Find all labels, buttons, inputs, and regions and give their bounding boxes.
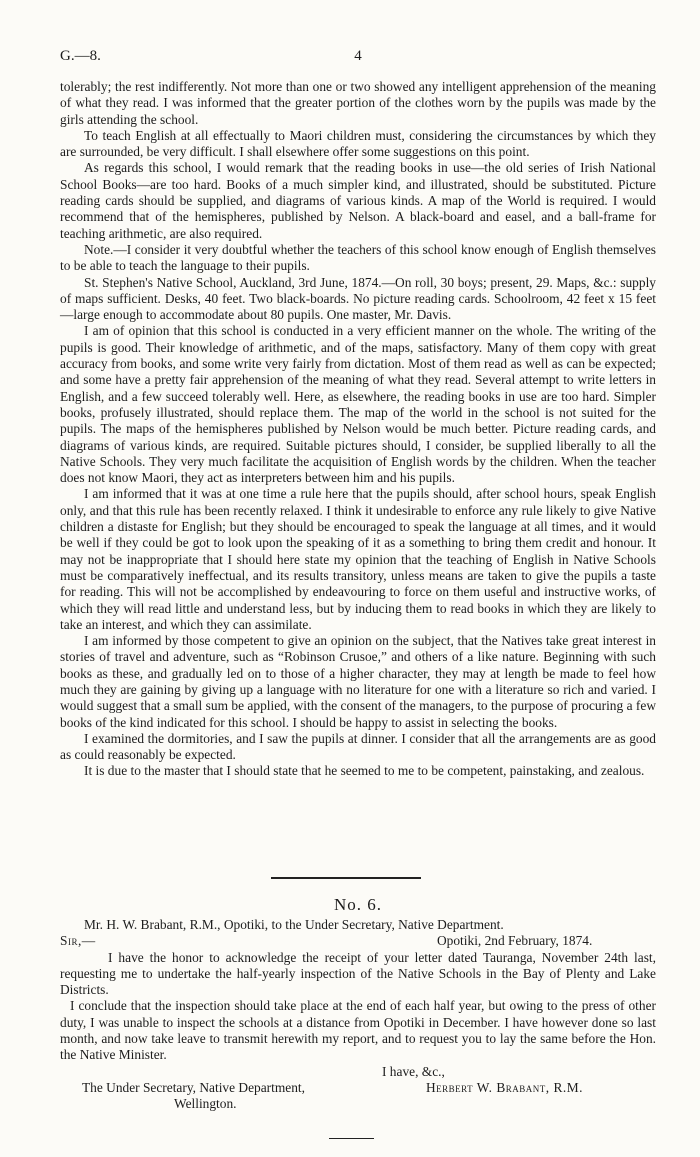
- letter-paragraph: I conclude that the inspection should take place at the end of each half year, but owing to the press of other duty, I was unable to inspect the schools at a distance from Opotiki in December. I have however done so last month, and now take leave to transmit herewith my report, and to request you to lay the same before the Hon. the Native Minister.: [60, 998, 656, 1063]
- signature: Herbert W. Brabant, R.M.: [426, 1079, 584, 1095]
- document-code: G.—8.: [60, 48, 101, 64]
- paragraph: As regards this school, I would remark that the reading books in use—the old series of Irish National School Books—are too hard. Books of a much simpler kind, and illustrated, should be substituted. Picture reading cards should be supplied, and diagrams of various kinds. A map of the World is required. I would recommend that of the hemispheres, published by Nelson. A black-board and easel, and a ball-frame for teaching arithmetic, are also required.: [60, 160, 656, 241]
- note-paragraph: Note.—I consider it very doubtful whether the teachers of this school know enough of English themselves to be able to teach the language to their pupils.: [60, 241, 656, 274]
- closing: I have, &c.,: [382, 1063, 445, 1079]
- school-entry-paragraph: St. Stephen's Native School, Auckland, 3rd June, 1874.—On roll, 30 boys; present, 29. Maps, &c.: supply of maps sufficient. Desks, 40 feet. Two black-boards. No picture reading cards. Schoolroom, 42 feet x 15 feet—large enough to accommodate about 80 pupils. One master, Mr. Davis.: [60, 274, 656, 323]
- end-divider: [329, 1138, 374, 1139]
- paragraph: It is due to the master that I should state that he seemed to me to be competent, painstaking, and zealous.: [84, 763, 645, 779]
- closing-row: [60, 1064, 656, 1080]
- report-body: [60, 79, 656, 780]
- letter-heading: Mr. H. W. Brabant, R.M., Opotiki, to the Under Secretary, Native Department.: [84, 917, 504, 932]
- paragraph: I am informed by those competent to give an opinion on the subject, that the Natives take great interest in stories of travel and adventure, such as “Robinson Crusoe,” and others of a like nature. Beginning with such books as these, and gradually led on to those of a higher character, they may at length be made to feel how much they are gaining by giving up a language with no literature for one with a literature so rich and varied. I would suggest that a small sum be applied, with the consent of the managers, to the purpose of procuring a few books of the kind indicated for this school. I should be happy to assist in selecting the books.: [60, 633, 656, 730]
- page-number: 4: [354, 48, 362, 64]
- page-header: [60, 48, 656, 68]
- addressee-line: The Under Secretary, Native Department,: [82, 1079, 305, 1095]
- addressee-city: Wellington.: [174, 1096, 237, 1112]
- letter: [60, 917, 656, 1113]
- addressee-row: [60, 1096, 656, 1112]
- paragraph: tolerably; the rest indifferently. Not more than one or two showed any intelligent apprehension of the meaning of what they read. I was informed that the greater portion of the clothes worn by the pupils was made by the girls attending the school.: [60, 79, 656, 127]
- letter-paragraph: I have the honor to acknowledge the receipt of your letter dated Tauranga, November 24th last, requesting me to undertake the half-yearly inspection of the Native Schools in the Bay of Plenty and Lake Districts.: [60, 949, 656, 998]
- paragraph: I am of opinion that this school is conducted in a very efficient manner on the whole. The writing of the pupils is good. Their knowledge of arithmetic, and of the maps, satisfactory. Many of them copy with great accuracy from books, and some write very fairly from dictation. Most of them read as well as can be expected; and some have a pretty fair apprehension of the meaning of what they read. Several attempt to write letters in English, and a few succeed tolerably well. Here, as elsewhere, the reading books in use are too hard. Simpler books, profusely illustrated, should replace them. The map of the world in the school is not suited for the pupils. The maps of the hemispheres published by Nelson would be much better. Picture reading cards, and diagrams of various kinds, are required. Suitable pictures should, I consider, be supplied liberally to all the Native Schools. They very much facilitate the acquisition of English words by the children. When the teacher does not know Maori, they act as interpreters between him and his pupils.: [60, 323, 656, 486]
- paragraph: I examined the dormitories, and I saw the pupils at dinner. I consider that all the arrangements are as good as could reasonably be expected.: [60, 730, 656, 763]
- paragraph: I am informed that it was at one time a rule here that the pupils should, after school hours, speak English only, and that this rule has been recently relaxed. I think it undesirable to enforce any rule likely to give Native children a distaste for English; but they should be encouraged to speak the language at all times, and it would be well if they could be got to look upon the speaking of it as a something to bring them credit and honour. It may not be inappropriate that I should here state my opinion that the teaching of English in Native Schools must be comparatively ineffectual, and its results transitory, unless means are taken to give the pupils a taste for reading. This will not be accomplished by endeavouring to force on them useful and instructive works, of which they will read little and understand less, but by inducing them to read books in which they are likely to take an interest, and which they can assimilate.: [60, 486, 656, 632]
- salutation-row: [60, 933, 656, 949]
- paragraph: To teach English at all effectually to Maori children must, considering the circumstances by which they are surrounded, be very difficult. I shall elsewhere offer some suggestions on this point.: [60, 127, 656, 160]
- section-title: No. 6.: [333, 895, 383, 914]
- salutation: Sir,—: [60, 933, 96, 949]
- addressee-row: [60, 1080, 656, 1096]
- place-date: Opotiki, 2nd February, 1874.: [437, 933, 593, 949]
- section-divider: [271, 877, 421, 879]
